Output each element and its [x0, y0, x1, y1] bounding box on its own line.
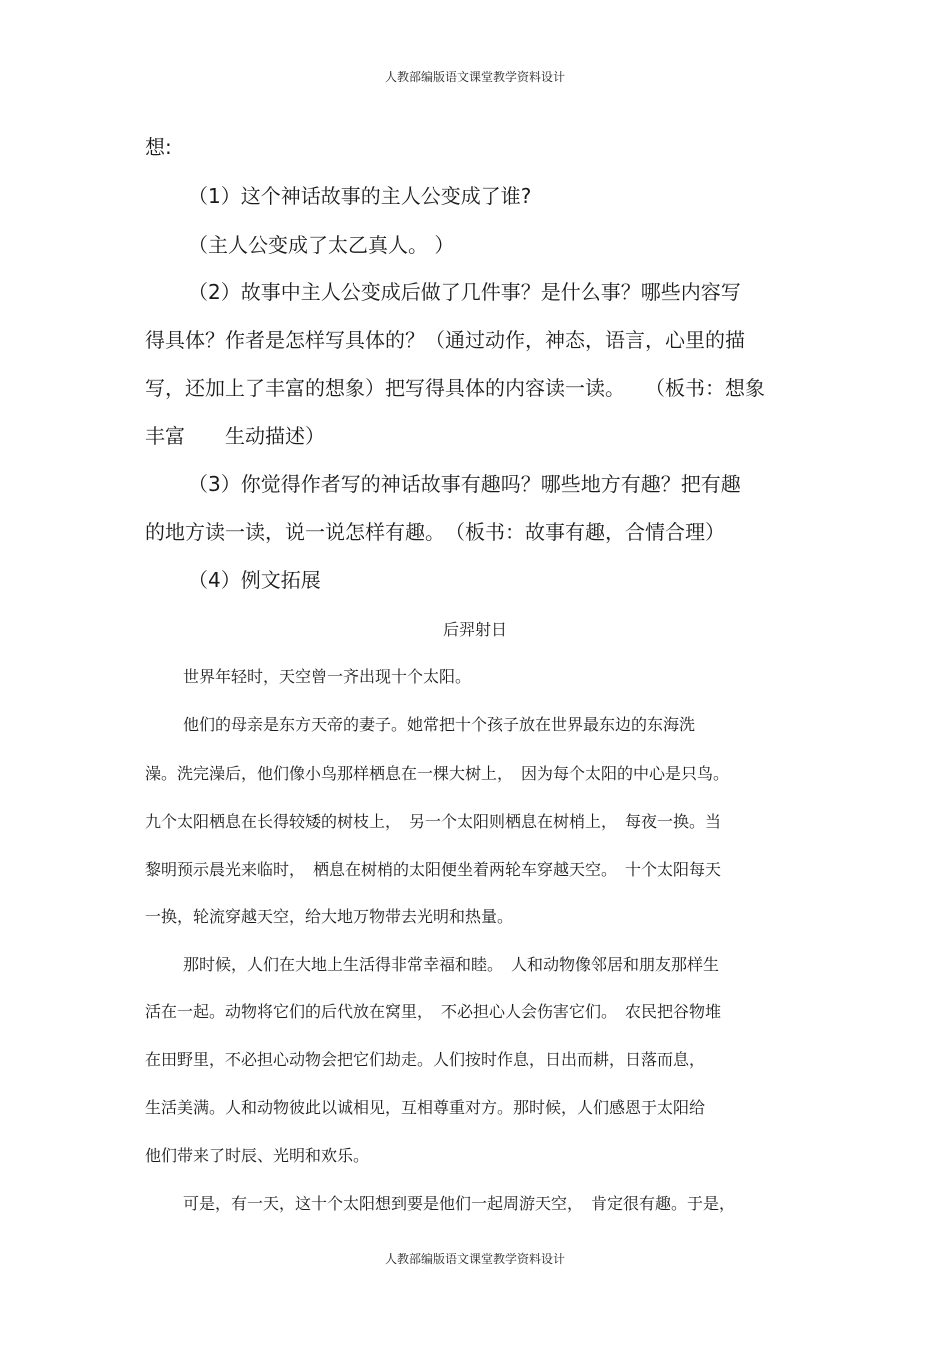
- page-header: 人教部编版语文课堂教学资料设计: [384, 70, 565, 84]
- question-1: （1）这个神话故事的主人公变成了谁?: [188, 184, 532, 208]
- story-line: 九个太阳栖息在长得较矮的树枝上， 另一个太阳则栖息在树梢上， 每夜一换。当: [145, 812, 722, 831]
- story-line: 黎明预示晨光来临时， 栖息在树梢的太阳便坐着两轮车穿越天空。 十个太阳每天: [145, 860, 722, 879]
- story-line: 活在一起。动物将它们的后代放在窝里， 不必担心人会伤害它们。 农民把谷物堆: [145, 1002, 722, 1021]
- story-line: 那时候，人们在大地上生活得非常幸福和睦。 人和动物像邻居和朋友那样生: [183, 955, 720, 974]
- story-line: 世界年轻时，天空曾一齐出现十个太阳。: [183, 667, 472, 686]
- story-line: 他们的母亲是东方天帝的妻子。她常把十个孩子放在世界最东边的东海洗: [183, 715, 696, 734]
- story-title: 后羿射日: [442, 620, 507, 639]
- text-line: 写，还加上了丰富的想象）把写得具体的内容读一读。 （板书：想象: [145, 376, 765, 400]
- story-line: 在田野里，不必担心动物会把它们劫走。人们按时作息，日出而耕，日落而息，: [145, 1050, 706, 1069]
- text-line: 得具体？作者是怎样写具体的？（通过动作，神态，语言，心里的描: [145, 328, 745, 352]
- page-footer: 人教部编版语文课堂教学资料设计: [384, 1252, 565, 1266]
- text-line: 想:: [145, 135, 172, 159]
- question-2: （2）故事中主人公变成后做了几件事？是什么事？哪些内容写: [188, 280, 741, 304]
- story-line: 可是，有一天，这十个太阳想到要是他们一起周游天空， 肯定很有趣。于是，: [183, 1194, 736, 1213]
- question-3: （3）你觉得作者写的神话故事有趣吗？哪些地方有趣？把有趣: [188, 472, 741, 496]
- story-line: 澡。洗完澡后，他们像小鸟那样栖息在一棵大树上， 因为每个太阳的中心是只鸟。: [145, 764, 730, 783]
- story-line: 一换，轮流穿越天空，给大地万物带去光明和热量。: [145, 907, 514, 926]
- text-line: 的地方读一读，说一说怎样有趣。 （板书：故事有趣，合情合理）: [145, 520, 725, 544]
- text-line: 丰富 生动描述）: [145, 424, 325, 448]
- answer-1: （主人公变成了太乙真人。 ）: [188, 233, 455, 257]
- story-line: 生活美满。人和动物彼此以诚相见，互相尊重对方。那时候，人们感恩于太阳给: [145, 1098, 706, 1117]
- question-4: （4）例文拓展: [188, 568, 321, 592]
- story-line: 他们带来了时辰、光明和欢乐。: [145, 1146, 370, 1165]
